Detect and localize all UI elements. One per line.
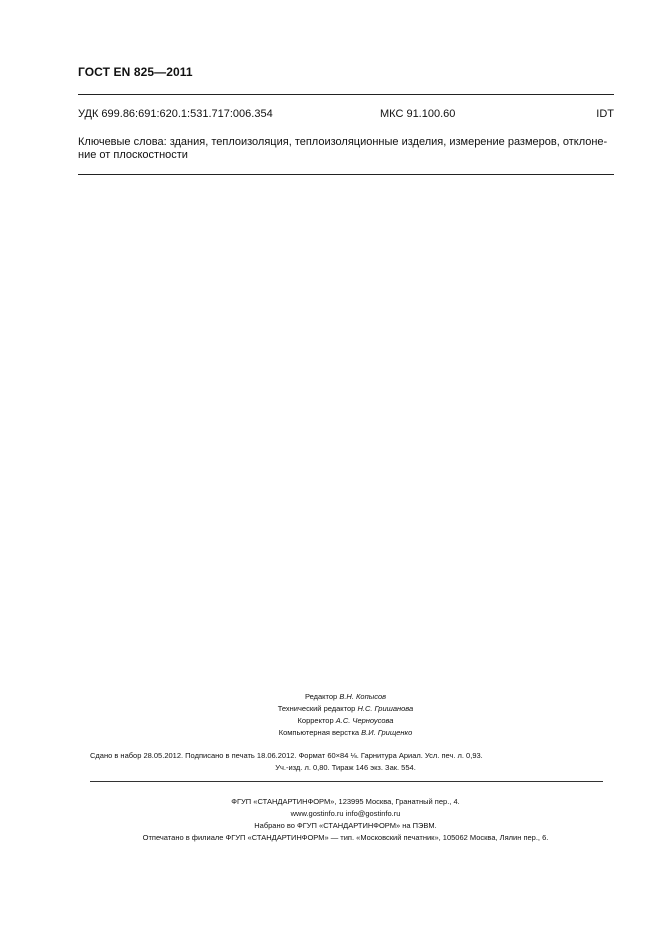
idt-label: IDT xyxy=(596,108,614,120)
tech-editor-role: Технический редактор xyxy=(277,704,358,713)
layout-name: В.И. Грищенко xyxy=(361,728,413,737)
tech-editor-name: Н.С. Гришанова xyxy=(357,704,414,713)
keywords-line-2: ние от плоскостности xyxy=(78,149,188,161)
udk-code: УДК 699.86:691:620.1:531.717:006.354 xyxy=(78,108,273,120)
editor-credit xyxy=(0,691,661,703)
printed-note: Отпечатано в филиале ФГУП «СТАНДАРТИНФОРМ» — тип. «Московский печатник», 105062 Москва, Лялин пер., 6. xyxy=(142,833,549,842)
tech-editor-credit xyxy=(0,703,661,715)
header-divider xyxy=(78,94,614,95)
corrector-credit xyxy=(0,715,661,727)
corrector-name: А.С. Черноусова xyxy=(335,716,394,725)
mks-code: МКС 91.100.60 xyxy=(380,108,456,120)
publisher-address: ФГУП «СТАНДАРТИНФОРМ», 123995 Москва, Гранатный пер., 4. xyxy=(231,797,460,806)
typeset-note: Набрано во ФГУП «СТАНДАРТИНФОРМ» на ПЭВМ. xyxy=(254,821,437,830)
keywords-line-1: Ключевые слова: здания, теплоизоляция, теплоизоляционные изделия, измерение размеров, отклоне- xyxy=(78,136,608,148)
editor-name: В.Н. Копысов xyxy=(339,692,387,701)
classification-row xyxy=(78,108,614,124)
corrector-role: Корректор xyxy=(297,716,336,725)
layout-credit xyxy=(0,727,661,739)
editor-role: Редактор xyxy=(304,692,340,701)
print-details-line-1: Сдано в набор 28.05.2012. Подписано в печать 18.06.2012. Формат 60×84 ⅛. Гарнитура Ариал. Усл. печ. л. 0,93. xyxy=(90,751,483,760)
editorial-credits xyxy=(0,691,661,739)
print-details-line-2: Уч.-изд. л. 0,80. Тираж 146 экз. Зак. 554. xyxy=(275,763,416,772)
page-title: ГОСТ EN 825—2011 xyxy=(78,65,193,79)
imprint-divider xyxy=(90,781,603,782)
layout-role: Компьютерная верстка xyxy=(278,728,362,737)
publisher-web: www.gostinfo.ru info@gostinfo.ru xyxy=(290,809,401,818)
keywords-divider xyxy=(78,174,614,175)
publisher-imprint xyxy=(0,796,661,844)
keywords-block xyxy=(78,136,614,162)
